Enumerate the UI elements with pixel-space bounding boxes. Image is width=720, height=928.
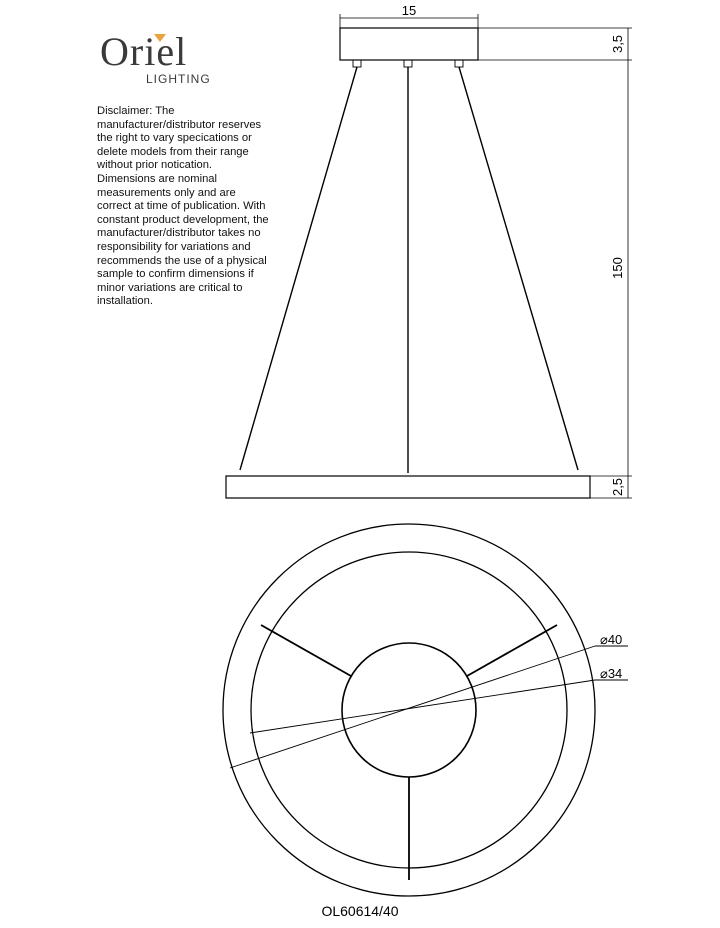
wire-right — [459, 67, 578, 470]
connector-center — [404, 60, 412, 67]
product-code: OL60614/40 — [321, 903, 399, 919]
canopy-circle — [342, 643, 476, 777]
brand-sub: LIGHTING — [146, 72, 211, 86]
ring-height-label: 2,5 — [610, 477, 625, 497]
ring-profile — [226, 476, 590, 498]
plan-view — [223, 524, 628, 896]
drop-length-label: 150 — [610, 257, 625, 279]
inner-diameter-leader — [250, 680, 595, 733]
brand-name: Oriel — [100, 29, 188, 74]
outer-diameter-label: ⌀40 — [600, 632, 623, 647]
disclaimer-text: Disclaimer: The manufacturer/distributor reserves the right to vary specications or delete models from their range without prior notication. Dimensions are nominal measurements only and are correct at time of publication. With constant product development, the manufacturer/distributor takes no responsibility for variations and recommends the use of a physical sample to confirm dimensions if minor variations are critical to installation. — [97, 105, 269, 308]
spoke-right — [467, 625, 557, 676]
wire-left — [240, 67, 357, 470]
connector-left — [353, 60, 361, 67]
outer-diameter-leader — [230, 646, 595, 768]
connector-right — [455, 60, 463, 67]
inner-diameter-label: ⌀34 — [600, 666, 623, 681]
canopy — [340, 28, 478, 60]
spoke-left — [261, 625, 351, 676]
canopy-width-label: 15 — [401, 3, 417, 18]
side-view — [226, 14, 632, 498]
canopy-height-label: 3,5 — [610, 34, 625, 54]
